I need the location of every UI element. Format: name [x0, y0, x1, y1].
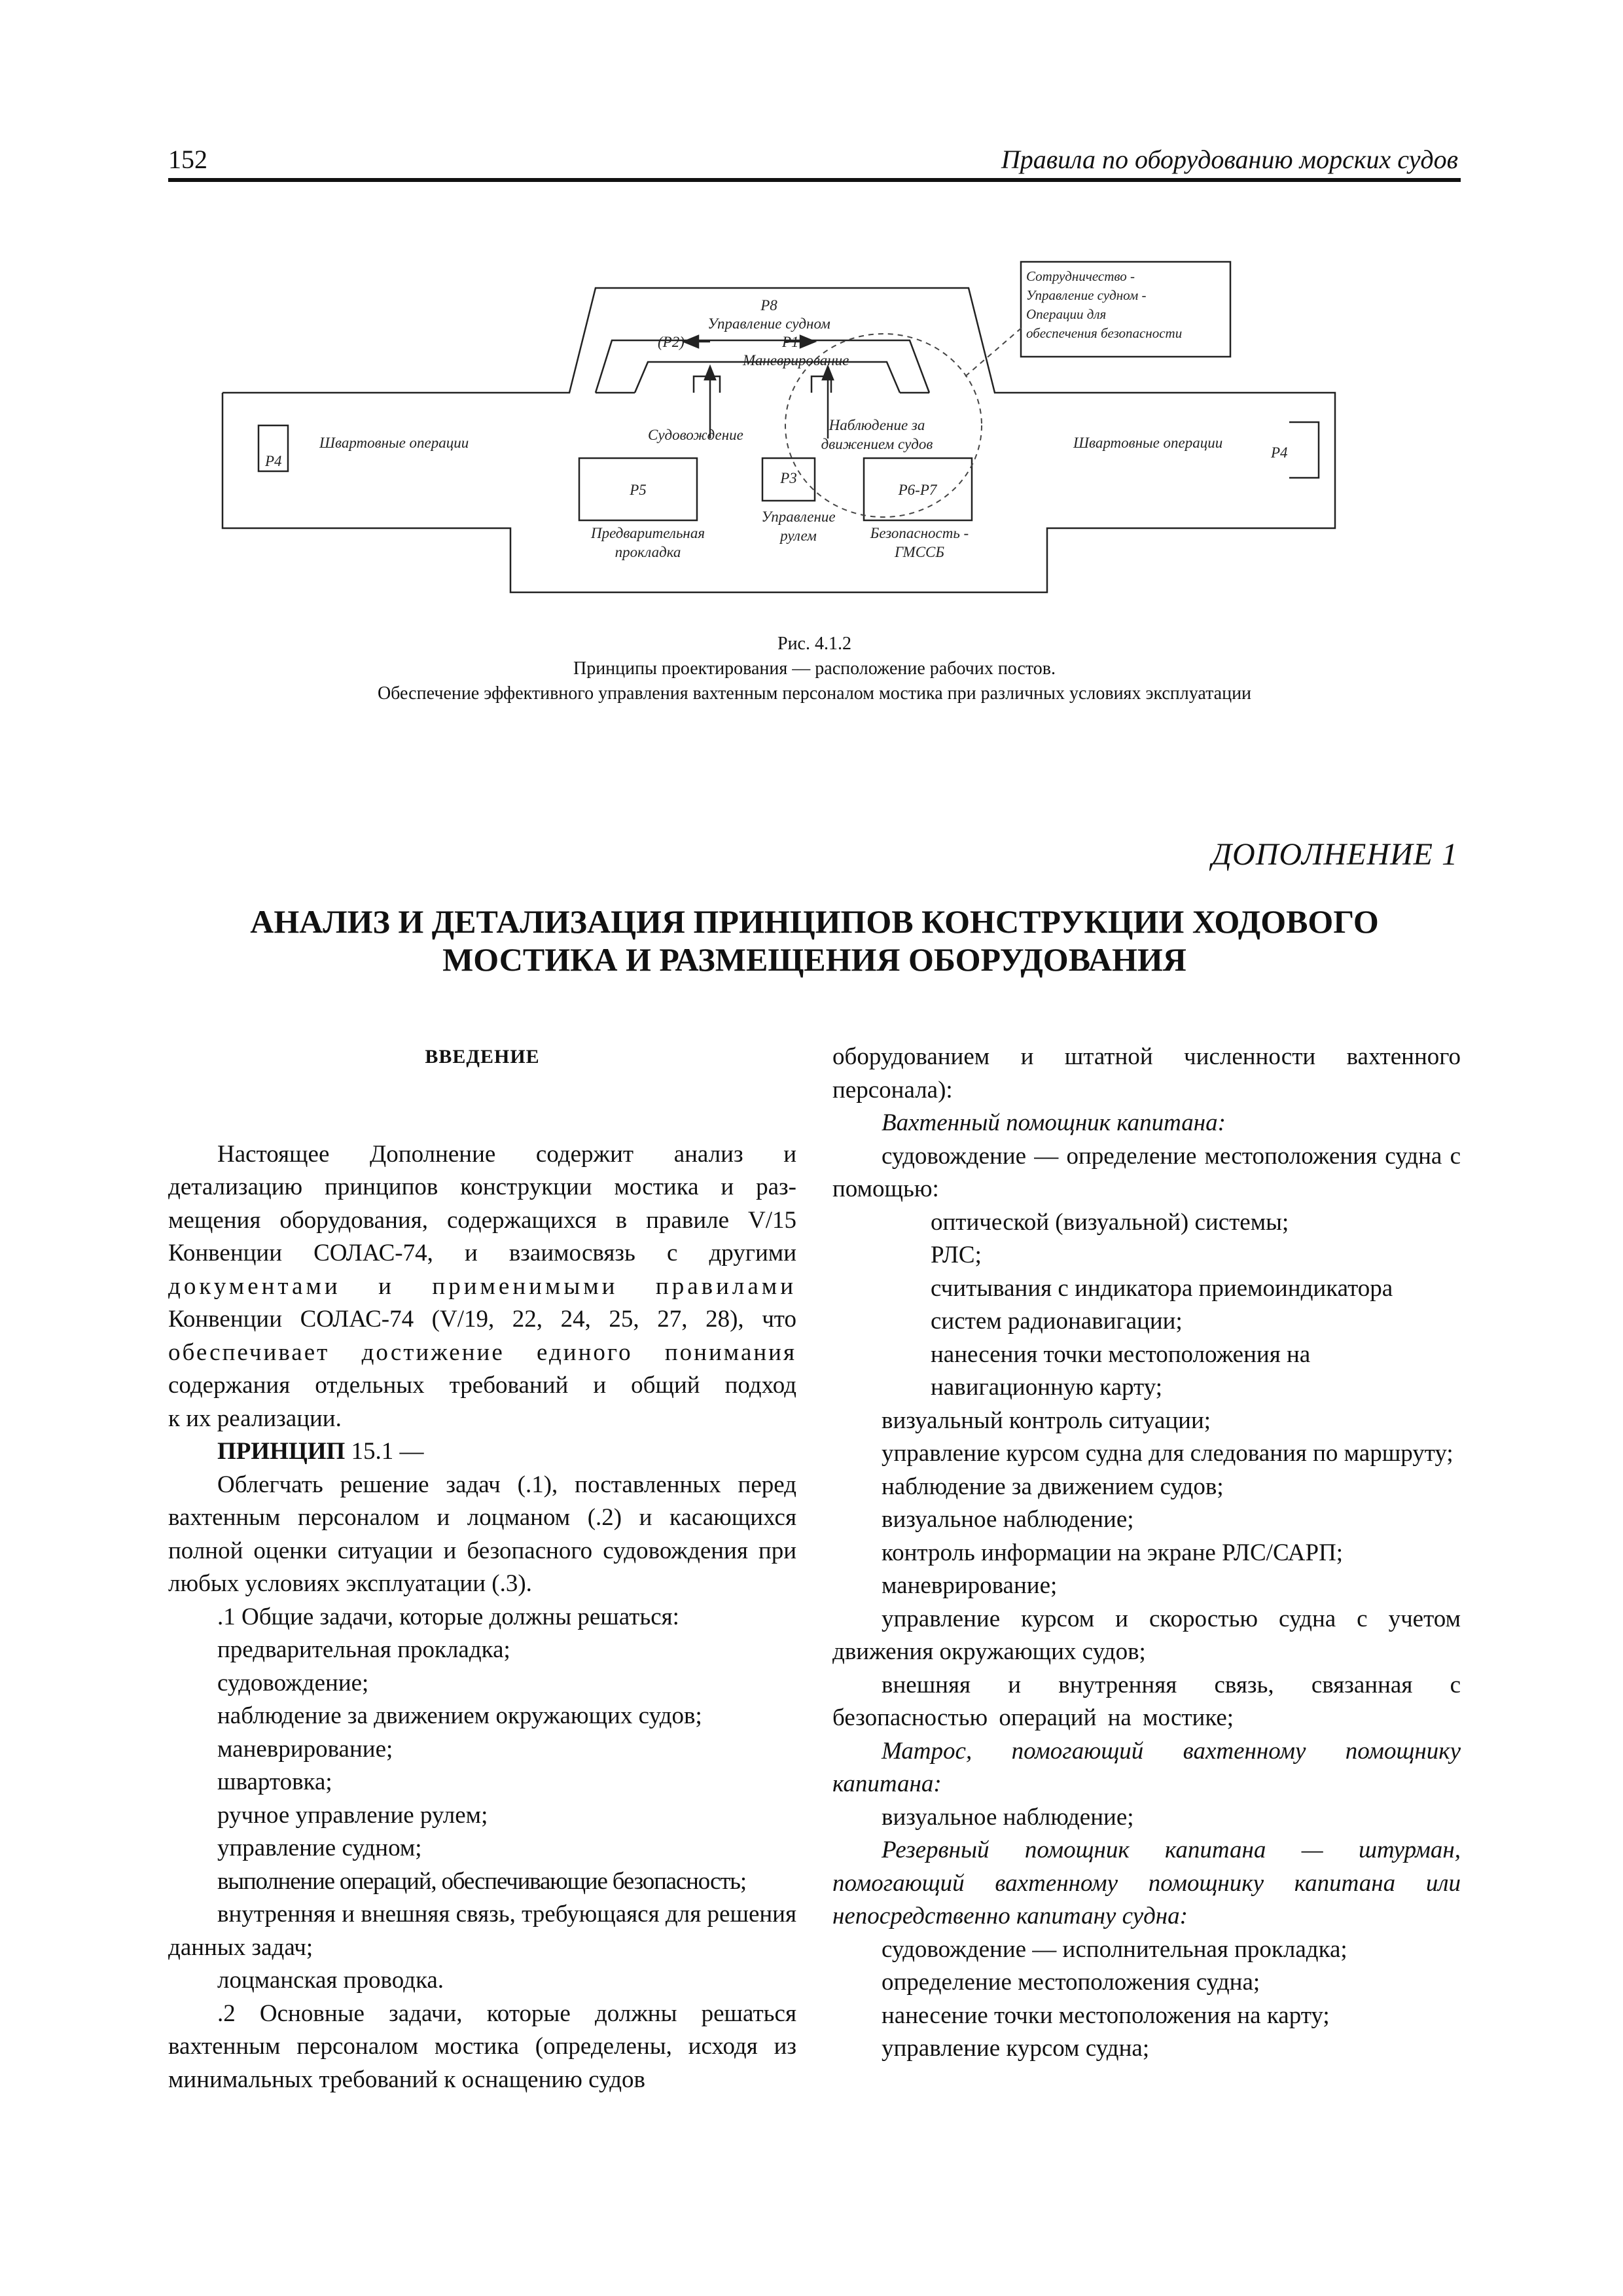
- section-title-line-2: МОСТИКА И РАЗМЕЩЕНИЯ ОБОРУДОВАНИЯ: [442, 941, 1186, 978]
- page-number: 152: [168, 145, 207, 174]
- p4-right-label: P4: [1271, 444, 1288, 461]
- general-task-item: швартовка;: [217, 1768, 332, 1795]
- caption-line-2: Обеспечение эффективного управления вахтенным персоналом мостика при различных условиях эксплуатации: [377, 683, 1252, 704]
- intro-line: обеспечивает достижение единого понимания: [168, 1338, 796, 1366]
- p5-label: P5: [630, 482, 647, 498]
- officer-item: наблюдение за движением судов;: [882, 1473, 1224, 1500]
- p1-name-label: Маневрирование: [743, 352, 849, 368]
- general-task-item: маневрирование;: [217, 1735, 393, 1763]
- mooring-right-label: Швартовные операции: [1073, 435, 1223, 451]
- officer-comm: внешняя и внутренняя связь, связанная с безопасностью операций на мостике;: [832, 1671, 1461, 1731]
- officer-title: Вахтенный помощник капитана:: [882, 1109, 1226, 1136]
- p8-label: P8: [760, 297, 777, 314]
- officer-sub-item: РЛС;: [931, 1242, 982, 1268]
- section-title-line-1: АНАЛИЗ И ДЕТАЛИЗАЦИЯ ПРИНЦИПОВ КОНСТРУКЦИИ ХОДОВОГО: [250, 903, 1379, 940]
- intro-line: мещения оборудования, содержащихся в правиле V/15: [168, 1206, 796, 1234]
- p2-label: (P2): [658, 334, 685, 350]
- reserve-task: управление курсом судна;: [882, 2035, 1150, 2062]
- officer-nav: судовождение — определение местоположения судна с помощью:: [832, 1142, 1461, 1202]
- caption-line-1: Принципы проектирования — расположение рабочих постов.: [573, 658, 1056, 679]
- principle-number: 15.1 —: [351, 1438, 424, 1465]
- general-task-item: наблюдение за движением окружающих судов;: [217, 1702, 702, 1729]
- intro-heading: ВВЕДЕНИЕ: [425, 1046, 540, 1067]
- officer-course: управление курсом судна для следования по маршруту;: [882, 1440, 1454, 1467]
- intro-line: детализацию принципов конструкции мостика и раз-: [168, 1174, 796, 1200]
- intro-line: Конвенции СОЛАС-74, и взаимосвязь с другими: [168, 1240, 796, 1266]
- p3-label: P3: [780, 470, 797, 486]
- intro-line: к их реализации.: [168, 1405, 342, 1432]
- general-task-item: выполнение операций, обеспечивающие безопасность;: [217, 1867, 746, 1895]
- p4-right-box: [1289, 422, 1319, 478]
- officer-sub-item: нанесения точки местоположения на навигационную карту;: [931, 1340, 1311, 1401]
- officer-sub-item: оптической (визуальной) системы;: [931, 1208, 1289, 1236]
- comm-task: внутренняя и внешняя связь, требующаяся для решения данных задач;: [168, 1901, 796, 1961]
- principle-text: Облегчать решение задач (.1), поставленных перед вахтенным персоналом и лоцманом (.2) и касающихся полной оценки ситуации и безопасного судовождения при любых условиях эксплуатации (.3).: [168, 1471, 796, 1597]
- officer-sub-item: считывания с индикатора приемоиндикатора систем радионавигации;: [931, 1274, 1393, 1335]
- reserve-task: судовождение — исполнительная прокладка;: [882, 1935, 1347, 1963]
- right-column: [832, 1041, 1461, 2066]
- p1-label: P1: [782, 334, 799, 350]
- general-task-item: предварительная прокладка;: [217, 1636, 510, 1663]
- cooperation-connector: [965, 327, 1022, 376]
- cooperation-label: Сотрудничество - Управление судном - Операции для обеспечения безопасности: [1026, 268, 1183, 341]
- continuation-text: оборудованием и штатной численности вахтенного персонала):: [832, 1043, 1461, 1103]
- officer-item: визуальное наблюдение;: [882, 1506, 1134, 1533]
- header-rule: [168, 178, 1461, 182]
- figure-number: Рис. 4.1.2: [777, 634, 851, 654]
- sailor-title: Матрос, помогающий вахтенному помощнику капитана:: [832, 1737, 1461, 1797]
- pilotage-task: лоцманская проводка.: [217, 1967, 444, 1994]
- officer-speed: управление курсом и скоростью судна с учетом движения окружающих судов;: [832, 1605, 1461, 1665]
- p4-left-label: P4: [265, 453, 282, 469]
- bridge-layout-diagram: [223, 262, 1335, 615]
- officer-item: контроль информации на экране РЛС/САРП;: [882, 1539, 1344, 1566]
- principle-label: ПРИНЦИП: [217, 1438, 346, 1465]
- intro-line: содержания отдельных требований и общий подход: [168, 1372, 796, 1399]
- reserve-task: нанесение точки местоположения на карту;: [882, 2001, 1330, 2029]
- intro-line: Настоящее Дополнение содержит анализ и: [217, 1140, 796, 1168]
- traffic-watch-label: Наблюдение за движением судов: [821, 417, 933, 452]
- intro-line: Конвенции СОЛАС-74 (V/19, 22, 24, 25, 27, 28), что: [168, 1306, 796, 1333]
- safety-gmdss-label: Безопасность - ГМССБ: [870, 525, 969, 560]
- general-tasks-intro: .1 Общие задачи, которые должны решаться:: [217, 1603, 679, 1630]
- steering-label: Управление рулем: [761, 509, 836, 544]
- general-task-item: ручное управление рулем;: [217, 1801, 488, 1829]
- officer-item: маневрирование;: [882, 1572, 1058, 1599]
- running-title: Правила по оборудованию морских судов: [1001, 145, 1458, 174]
- prelim-plotting-label: Предварительная прокладка: [590, 525, 705, 560]
- principle-heading: [168, 1435, 796, 1469]
- p8-name-label: Управление судном: [707, 315, 830, 332]
- appendix-label: ДОПОЛНЕНИЕ 1: [1211, 837, 1458, 872]
- left-column: [168, 1041, 796, 2096]
- intro-line: документами и применимыми правилами: [168, 1272, 796, 1300]
- reserve-task: определение местоположения судна;: [882, 1969, 1260, 1996]
- officer-visual: визуальный контроль ситуации;: [882, 1407, 1211, 1434]
- main-tasks-text: .2 Основные задачи, которые должны решаться вахтенным персоналом мостика (определены, исходя из минимальных требований к оснащению судов: [168, 2000, 796, 2093]
- p6p7-label: P6-P7: [898, 482, 937, 498]
- sailor-task: визуальное наблюдение;: [882, 1803, 1134, 1831]
- reserve-title: Резервный помощник капитана — штурман, помогающий вахтенному помощнику капитана или непосредственно капитану судна:: [832, 1837, 1461, 1929]
- mooring-left-label: Швартовные операции: [319, 435, 469, 451]
- navigation-label: Судовождение: [648, 427, 743, 443]
- general-task-item: судовождение;: [217, 1669, 369, 1696]
- general-task-item: управление судном;: [217, 1835, 422, 1861]
